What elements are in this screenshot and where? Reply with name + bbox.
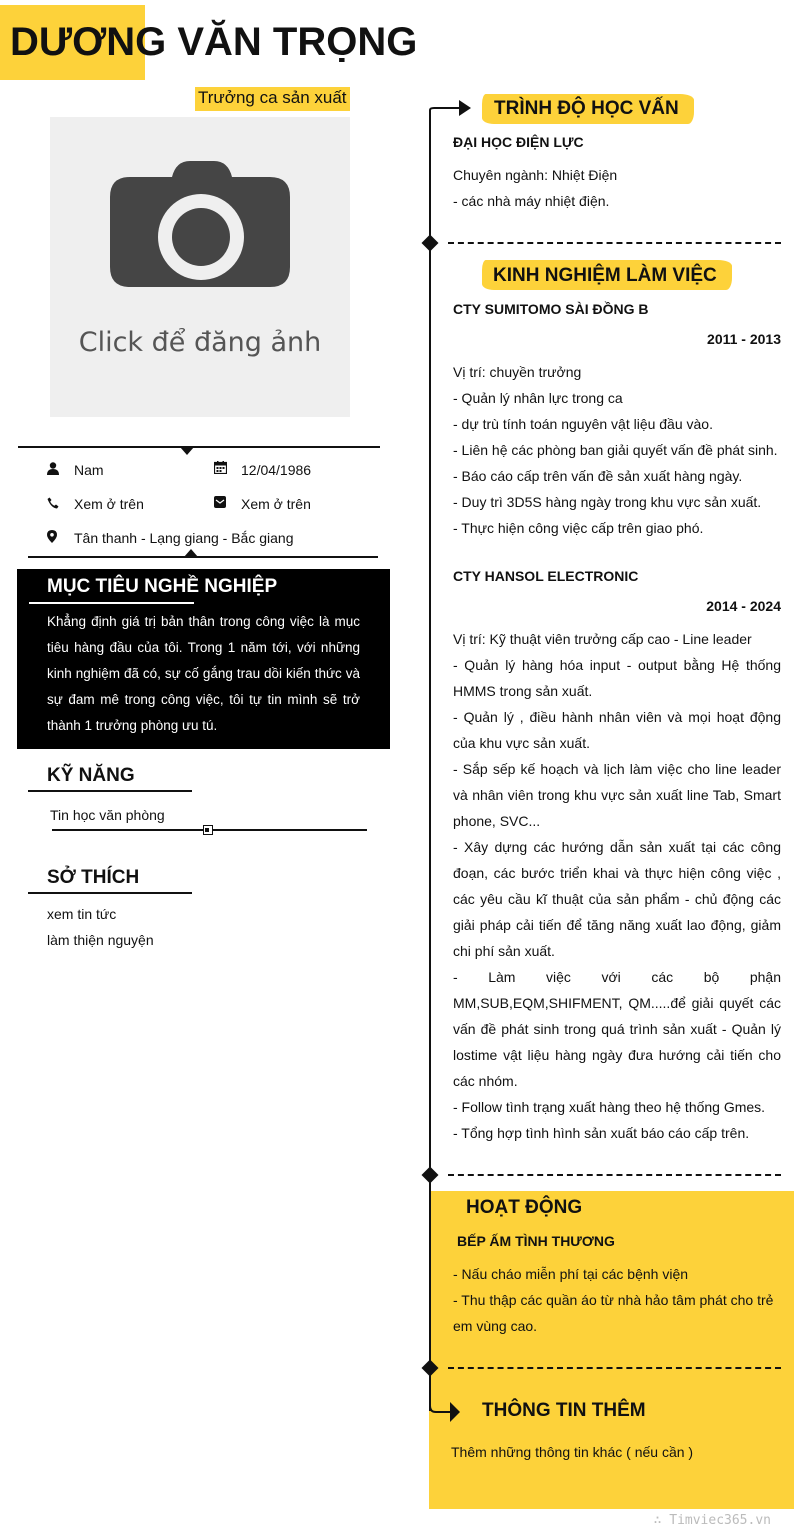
activity-line: - Nấu cháo miễn phí tại các bệnh viện (453, 1266, 689, 1282)
timeline-line-lower (429, 1191, 431, 1411)
activities-org[interactable]: BẾP ẤM TÌNH THƯƠNG (457, 1233, 615, 1249)
activities-title: HOẠT ĐỘNG (466, 1197, 583, 1218)
timeline-end-arrow (428, 1380, 464, 1424)
gender-value[interactable]: Nam (74, 462, 104, 478)
additional-title: THÔNG TIN THÊM (482, 1400, 646, 1421)
objective-title: MỤC TIÊU NGHỀ NGHIỆP (47, 576, 278, 597)
job-line: - Follow tình trạng xuất hàng theo hệ thống Gmes. (453, 1099, 766, 1115)
job-company[interactable]: CTY HANSOL ELECTRONIC (453, 568, 639, 584)
section-divider (448, 1367, 781, 1369)
info-top-arrow (180, 447, 194, 455)
activities-description[interactable] (453, 1261, 781, 1339)
hobbies-title: SỞ THÍCH (47, 867, 140, 888)
envelope-icon (214, 495, 228, 509)
address-value[interactable]: Tân thanh - Lạng giang - Bắc giang (74, 530, 294, 546)
name-rest: VĂN TRỌNG (166, 20, 418, 64)
skills-underline (28, 790, 192, 792)
info-bottom-line (28, 556, 378, 558)
timeline-start-arrow (428, 98, 474, 122)
job-description[interactable] (453, 359, 781, 541)
hobbies-underline (28, 892, 192, 894)
skills-title: KỸ NĂNG (47, 765, 135, 786)
name-first: DƯƠNG (10, 20, 167, 64)
photo-label: Click để đăng ảnh (78, 327, 322, 358)
map-marker-icon (47, 530, 61, 544)
education-line[interactable]: Chuyên ngành: Nhiệt Điện (453, 167, 618, 183)
timeline-diamond (422, 1167, 439, 1184)
job-line: - Sắp sếp kế hoạch và lịch làm việc cho line leader và nhân viên trong khu vực sản xuất line Tab, Smart phone, SVC... (453, 761, 781, 829)
phone-value[interactable]: Xem ở trên (74, 496, 144, 512)
objective-underline (29, 602, 194, 604)
job-line: - Xây dựng các hướng dẫn sản xuất tại các công đoạn, các bước triển khai và thực hiện công việc , các yêu cầu kĩ thuật của sản phẩm - chủ động các giải pháp cải tiến để tăng năng xuất lao động, giảm chi phí sản xuất. (453, 839, 781, 959)
objective-text[interactable]: Khẳng định giá trị bản thân trong công việc là mục tiêu hàng đầu của tôi. Trong 1 năm tới, với những kinh nghiệm đã có, sự cố gắng trau dồi kiến thức và sự đam mê trong công việc, tôi tự tin mình sẽ trở thành 1 trưởng phòng ưu tú. (47, 614, 360, 733)
job-line: Vị trí: chuyền trưởng (453, 364, 582, 380)
calendar-icon (214, 461, 228, 475)
additional-text[interactable]: Thêm những thông tin khác ( nếu cần ) (451, 1444, 694, 1460)
timeline-diamond (422, 235, 439, 252)
section-divider (448, 242, 781, 244)
job-line: - Liên hệ các phòng ban giải quyết vấn đề phát sinh. (453, 442, 778, 458)
camera-icon (110, 159, 290, 289)
job-line: - Duy trì 3D5S hàng ngày trong khu vực sản xuất. (453, 494, 762, 510)
user-icon (47, 462, 61, 476)
job-company[interactable]: CTY SUMITOMO SÀI ĐỒNG B (453, 301, 649, 317)
education-title: TRÌNH ĐỘ HỌC VẤN (494, 98, 679, 119)
job-line: - Quản lý , điều hành nhân viên và mọi hoạt động của khu vực sản xuất. (453, 709, 781, 751)
job-line: - Làm việc với các bộ phận MM,SUB,EQM,SHIFMENT, QM.....để giải quyết các vấn đề phát sinh trong quá trình sản xuất - Quản lý lostime vật liệu hàng ngày đưa hướng cải tiến cho các nhóm. (453, 969, 781, 1089)
info-top-line (18, 446, 380, 448)
hobby-item[interactable]: làm thiện nguyện (47, 932, 154, 948)
birthday-value[interactable]: 12/04/1986 (241, 462, 312, 478)
full-name[interactable] (10, 20, 417, 65)
job-line: - Báo cáo cấp trên vấn đề sản xuất hàng ngày. (453, 468, 743, 484)
job-period[interactable]: 2014 - 2024 (706, 598, 781, 614)
email-value[interactable]: Xem ở trên (241, 496, 311, 512)
skill-level-handle[interactable] (203, 825, 213, 835)
watermark: ∴ Timviec365.vn (653, 1513, 771, 1528)
section-divider (448, 1174, 781, 1176)
phone-icon (47, 496, 61, 510)
job-position[interactable]: Trưởng ca sản xuất (195, 87, 350, 111)
job-line: - Quản lý nhân lực trong ca (453, 390, 623, 406)
hobby-item[interactable]: xem tin tức (47, 906, 117, 922)
photo-upload[interactable] (50, 117, 350, 417)
activity-line: - Thu thập các quần áo từ nhà hảo tâm phát cho trẻ em vùng cao. (453, 1292, 774, 1334)
objective-section (17, 569, 390, 749)
skill-name[interactable]: Tin học văn phòng (50, 807, 165, 823)
job-line: - dự trù tính toán nguyên vật liệu đầu vào. (453, 416, 713, 432)
job-line: Vị trí: Kỹ thuật viên trưởng cấp cao - Line leader (453, 631, 752, 647)
job-description[interactable] (453, 626, 781, 1146)
job-period[interactable]: 2011 - 2013 (707, 331, 781, 347)
job-line: - Quản lý hàng hóa input - output bằng Hệ thống HMMS trong sản xuất. (453, 657, 781, 699)
job-line: - Thực hiện công việc cấp trên giao phó. (453, 520, 704, 536)
experience-title: KINH NGHIỆM LÀM VIỆC (493, 265, 717, 286)
job-line: - Tổng hợp tình hình sản xuất báo cáo cấp trên. (453, 1125, 750, 1141)
education-school[interactable]: ĐẠI HỌC ĐIỆN LỰC (453, 134, 584, 150)
education-line[interactable]: - các nhà máy nhiệt điện. (453, 193, 610, 209)
